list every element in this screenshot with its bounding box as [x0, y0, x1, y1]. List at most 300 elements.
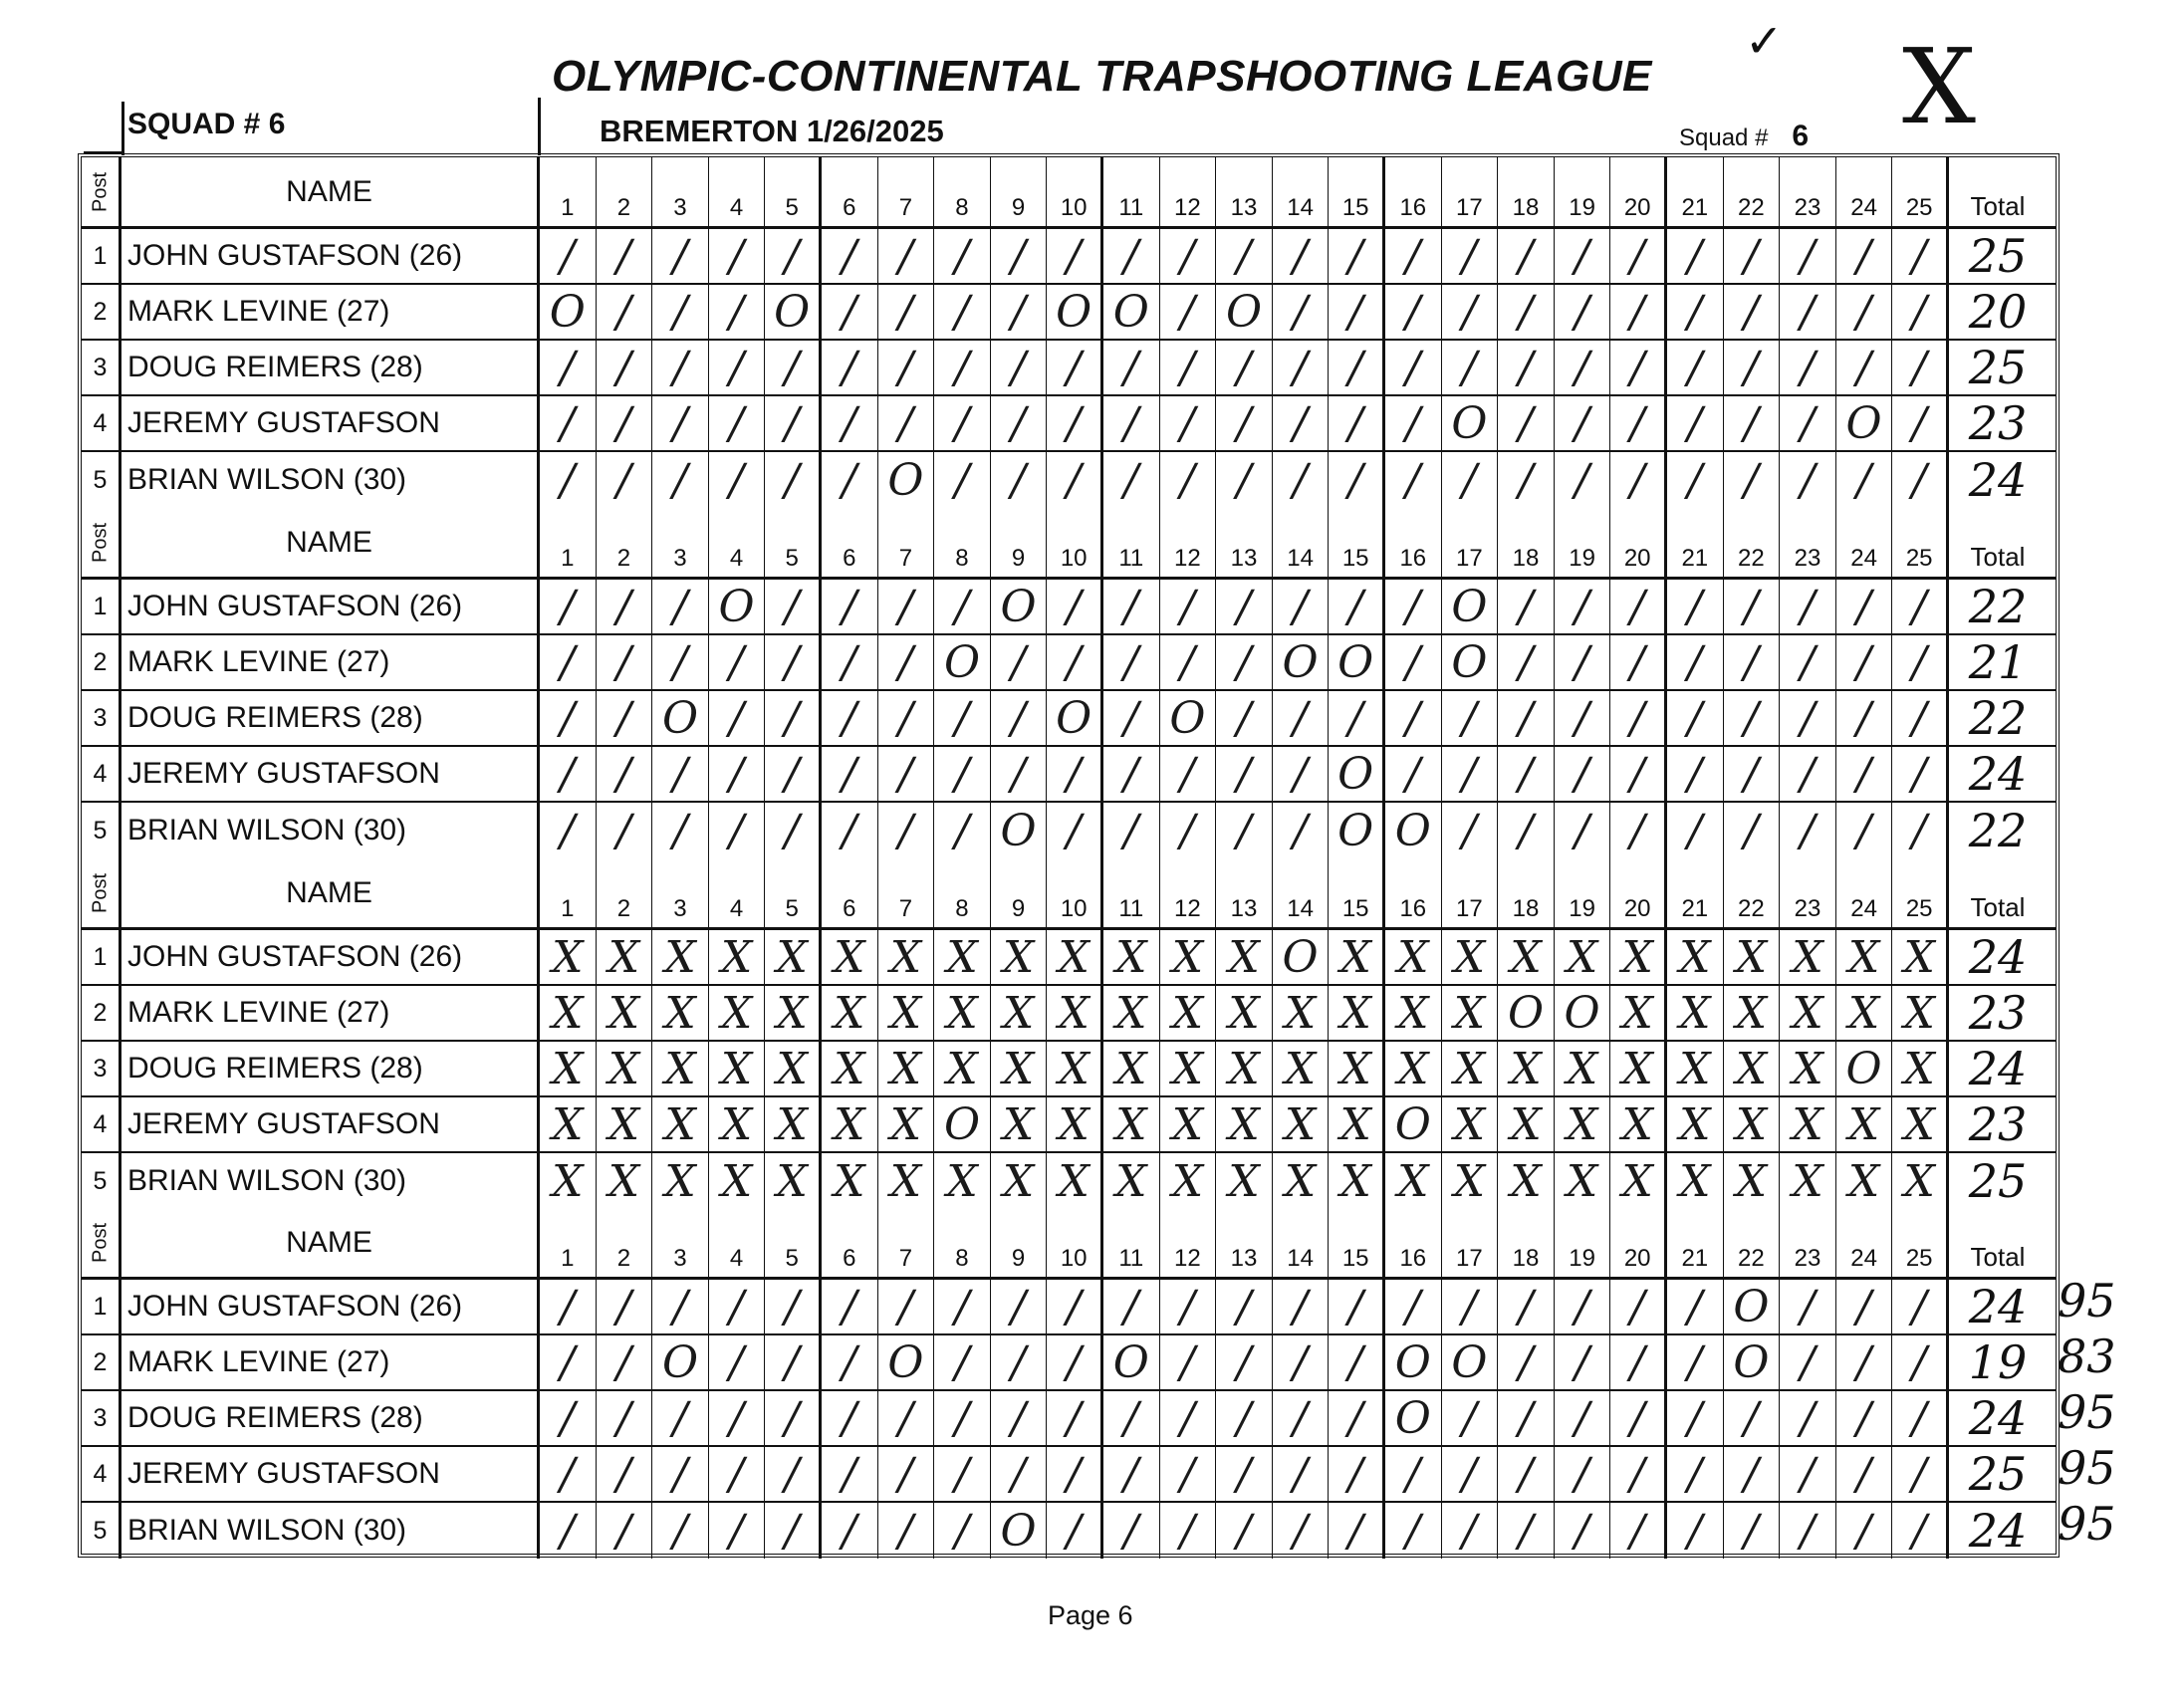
shot-mark: / [1273, 580, 1330, 633]
shot-mark: X [1216, 1153, 1273, 1209]
shot-mark: O [1385, 1391, 1442, 1445]
shot-number-header: 11 [1103, 858, 1160, 927]
shot-number-header: 11 [1103, 157, 1160, 226]
shot-mark: / [597, 1447, 653, 1501]
shot-mark: / [1273, 1280, 1330, 1333]
shot-mark: O [934, 1097, 991, 1151]
shot-mark: X [822, 1097, 878, 1151]
post-header-label: Post [89, 1222, 111, 1263]
shooter-name: BRIAN WILSON (30) [121, 1153, 540, 1209]
shot-mark: / [1385, 1280, 1442, 1333]
shot-number-header: 17 [1442, 508, 1499, 577]
shot-mark: / [1329, 341, 1385, 394]
shot-number-header: 8 [934, 1208, 991, 1277]
shot-mark: / [822, 285, 878, 339]
round-total: 23 [1968, 1097, 2028, 1151]
post-number: 4 [82, 1447, 121, 1501]
shot-number-header: 3 [652, 858, 709, 927]
shot-mark: / [652, 747, 709, 801]
shot-mark: / [1610, 1503, 1667, 1559]
shot-mark: / [597, 1391, 653, 1445]
post-number: 5 [82, 1153, 121, 1209]
shot-number-header: 9 [991, 1208, 1048, 1277]
shot-mark: X [1498, 1153, 1555, 1209]
shot-number-header: 25 [1892, 858, 1949, 927]
shot-mark: X [597, 930, 653, 984]
shot-mark: O [1442, 1335, 1499, 1389]
shot-mark: / [1385, 341, 1442, 394]
shot-number-header: 25 [1892, 1208, 1949, 1277]
shot-mark: / [1385, 229, 1442, 283]
shot-mark: / [1780, 285, 1836, 339]
shot-mark: / [652, 1391, 709, 1445]
post-column-header [82, 508, 121, 577]
shooter-name: BRIAN WILSON (30) [121, 1503, 540, 1559]
shot-mark: X [1047, 986, 1103, 1040]
shot-number-header: 1 [540, 157, 597, 226]
shot-mark: / [991, 691, 1048, 745]
shot-mark: / [1667, 580, 1724, 633]
shot-number-header: 9 [991, 858, 1048, 927]
shot-mark: / [934, 691, 991, 745]
shot-mark: / [878, 1280, 935, 1333]
shot-mark: / [1216, 747, 1273, 801]
shot-mark: O [652, 691, 709, 745]
shot-mark: / [1385, 396, 1442, 450]
shooter-row [82, 635, 2056, 691]
league-title: OLYMPIC-CONTINENTAL TRAPSHOOTING LEAGUE [552, 52, 1652, 101]
shot-mark: / [878, 691, 935, 745]
shot-mark: / [1724, 1391, 1781, 1445]
shot-mark: / [991, 229, 1048, 283]
post-column-header [82, 157, 121, 226]
shot-mark: X [765, 986, 822, 1040]
shot-mark: / [1329, 1447, 1385, 1501]
shot-mark: X [1216, 986, 1273, 1040]
shot-mark: / [822, 452, 878, 508]
shot-number-header: 17 [1442, 858, 1499, 927]
post-number: 2 [82, 986, 121, 1040]
shot-mark: / [540, 1335, 597, 1389]
shot-number-header: 7 [878, 858, 935, 927]
shooter-row [82, 396, 2056, 452]
shot-mark: / [709, 229, 766, 283]
shot-number-header: 21 [1667, 508, 1724, 577]
shot-mark: / [1836, 1335, 1893, 1389]
round-total: 24 [1968, 1280, 2028, 1333]
shot-mark: X [991, 1153, 1048, 1209]
shot-mark: / [652, 229, 709, 283]
shot-mark: / [1160, 341, 1217, 394]
shot-mark: / [652, 1280, 709, 1333]
shot-mark: / [1724, 1447, 1781, 1501]
shot-mark: / [709, 635, 766, 689]
shot-number-header: 12 [1160, 157, 1217, 226]
shot-mark: / [1498, 1335, 1555, 1389]
shot-mark: X [822, 1153, 878, 1209]
shot-mark: / [1216, 1391, 1273, 1445]
shot-mark: X [540, 1097, 597, 1151]
shot-mark: / [822, 1447, 878, 1501]
shot-number-header: 4 [709, 508, 766, 577]
round-total: 25 [1968, 1447, 2028, 1501]
shot-mark: / [1160, 580, 1217, 633]
shot-number-header: 16 [1385, 1208, 1442, 1277]
shot-number-header: 10 [1047, 1208, 1103, 1277]
shot-mark: / [1385, 747, 1442, 801]
round-total: 25 [1968, 229, 2028, 283]
shot-mark: / [1555, 1391, 1611, 1445]
name-column-header: NAME [121, 157, 540, 226]
shot-mark: / [991, 452, 1048, 508]
shot-mark: / [1780, 803, 1836, 858]
shot-mark: / [934, 396, 991, 450]
shot-mark: / [1273, 1503, 1330, 1559]
shot-mark: / [1047, 580, 1103, 633]
shot-mark: / [765, 452, 822, 508]
shot-number-header: 23 [1780, 157, 1836, 226]
shot-mark: X [597, 1097, 653, 1151]
shot-mark: X [1273, 1097, 1330, 1151]
shot-mark: X [1329, 1042, 1385, 1095]
post-number: 5 [82, 1503, 121, 1559]
shot-mark: / [1442, 1503, 1499, 1559]
shot-mark: / [1385, 285, 1442, 339]
shot-mark: / [1892, 452, 1949, 508]
shot-mark: / [1667, 285, 1724, 339]
shot-number-header: 14 [1273, 508, 1330, 577]
shot-mark: O [1047, 285, 1103, 339]
shooter-row [82, 1153, 2056, 1209]
shooter-name: JEREMY GUSTAFSON [121, 1447, 540, 1501]
shot-mark: / [1273, 691, 1330, 745]
shot-mark: X [1329, 1153, 1385, 1209]
post-number: 2 [82, 1335, 121, 1389]
shot-mark: / [1103, 803, 1160, 858]
round-total: 24 [1968, 1504, 2028, 1558]
shot-mark: / [822, 803, 878, 858]
shot-mark: X [1103, 930, 1160, 984]
shot-number-header: 15 [1329, 1208, 1385, 1277]
shot-mark: / [934, 1447, 991, 1501]
shot-mark: / [1442, 452, 1499, 508]
shooter-row [82, 1097, 2056, 1153]
round-total: 24 [1968, 453, 2028, 507]
shot-mark: X [1667, 1097, 1724, 1151]
shot-mark: / [1216, 1503, 1273, 1559]
shooter-name: JOHN GUSTAFSON (26) [121, 1280, 540, 1333]
name-column-header: NAME [121, 1208, 540, 1277]
shot-mark: / [1836, 580, 1893, 633]
shot-number-header: 19 [1555, 1208, 1611, 1277]
shot-mark: X [1385, 986, 1442, 1040]
shot-mark: O [765, 285, 822, 339]
shot-mark: / [878, 285, 935, 339]
shot-mark: / [1216, 229, 1273, 283]
shot-number-header: 9 [991, 157, 1048, 226]
shot-mark: / [1498, 1503, 1555, 1559]
shot-mark: X [991, 1097, 1048, 1151]
shot-mark: / [1724, 341, 1781, 394]
shot-mark: / [1273, 452, 1330, 508]
shot-mark: / [652, 1503, 709, 1559]
shot-mark: / [1555, 803, 1611, 858]
shot-mark: / [1329, 396, 1385, 450]
shooter-row [82, 1042, 2056, 1097]
shot-mark: / [1273, 747, 1330, 801]
shooter-row [82, 930, 2056, 986]
shot-mark: / [934, 1335, 991, 1389]
shot-mark: X [1160, 986, 1217, 1040]
shot-mark: X [1216, 1097, 1273, 1151]
shot-mark: X [934, 986, 991, 1040]
shot-mark: / [540, 396, 597, 450]
shot-mark: / [1892, 229, 1949, 283]
shot-mark: / [1836, 747, 1893, 801]
shot-mark: / [1216, 1447, 1273, 1501]
shot-mark: X [1160, 1153, 1217, 1209]
shot-mark: / [1667, 635, 1724, 689]
shot-mark: / [1667, 1503, 1724, 1559]
shot-mark: / [597, 229, 653, 283]
shot-mark: / [1667, 803, 1724, 858]
x-mark-annotation: X [1902, 26, 1977, 147]
shot-number-header: 12 [1160, 858, 1217, 927]
shot-mark: O [709, 580, 766, 633]
shot-mark: X [652, 986, 709, 1040]
shot-mark: X [1892, 930, 1949, 984]
shot-mark: / [1610, 1447, 1667, 1501]
shot-mark: / [1103, 452, 1160, 508]
shot-number-header: 25 [1892, 508, 1949, 577]
shot-mark: / [822, 1280, 878, 1333]
shot-mark: / [652, 580, 709, 633]
shot-mark: / [1442, 1280, 1499, 1333]
round-total: 25 [1968, 341, 2028, 394]
name-column-header: NAME [121, 508, 540, 577]
shot-mark: X [1836, 986, 1893, 1040]
shot-number-header: 11 [1103, 508, 1160, 577]
shot-mark: / [991, 1280, 1048, 1333]
shot-mark: / [1498, 285, 1555, 339]
shooter-row [82, 285, 2056, 341]
post-number: 3 [82, 341, 121, 394]
shot-mark: / [1555, 635, 1611, 689]
shot-mark: / [1780, 1503, 1836, 1559]
shot-mark: / [934, 580, 991, 633]
shot-mark: X [652, 1042, 709, 1095]
shot-mark: X [1892, 1042, 1949, 1095]
shot-mark: / [1216, 580, 1273, 633]
shot-mark: X [878, 1042, 935, 1095]
name-column-header: NAME [121, 858, 540, 927]
shot-mark: / [1047, 1335, 1103, 1389]
shot-mark: X [1385, 1153, 1442, 1209]
round-total: 22 [1968, 804, 2028, 857]
shot-number-header: 10 [1047, 508, 1103, 577]
shot-mark: X [765, 1153, 822, 1209]
round-block [82, 508, 2056, 858]
shot-mark: / [1442, 341, 1499, 394]
shot-number-header: 15 [1329, 508, 1385, 577]
shot-mark: / [765, 580, 822, 633]
shot-mark: X [1442, 986, 1499, 1040]
round-header-row [82, 1208, 2056, 1280]
shot-mark: / [540, 635, 597, 689]
shot-mark: / [822, 691, 878, 745]
shot-mark: / [1610, 285, 1667, 339]
round-total: 23 [1968, 986, 2028, 1040]
shot-number-header: 16 [1385, 508, 1442, 577]
shot-mark: / [765, 1335, 822, 1389]
shot-mark: / [1160, 1391, 1217, 1445]
shot-mark: / [1836, 635, 1893, 689]
shot-mark: X [597, 1153, 653, 1209]
shot-number-header: 5 [765, 157, 822, 226]
shot-mark: / [540, 803, 597, 858]
shot-mark: X [1610, 930, 1667, 984]
shot-mark: / [1724, 285, 1781, 339]
post-number: 3 [82, 1042, 121, 1095]
shot-number-header: 14 [1273, 858, 1330, 927]
shot-mark: / [1610, 691, 1667, 745]
shot-mark: / [709, 1280, 766, 1333]
shot-mark: / [765, 1391, 822, 1445]
shooter-name: MARK LEVINE (27) [121, 285, 540, 339]
shooter-row [82, 691, 2056, 747]
round-total: 22 [1968, 691, 2028, 745]
shot-mark: / [597, 1280, 653, 1333]
shot-mark: / [1667, 1280, 1724, 1333]
shot-mark: / [1442, 1391, 1499, 1445]
shot-mark: / [597, 452, 653, 508]
shooter-row [82, 747, 2056, 803]
shot-mark: O [1724, 1335, 1781, 1389]
shot-number-header: 23 [1780, 1208, 1836, 1277]
shot-mark: X [540, 1042, 597, 1095]
shot-mark: O [1047, 691, 1103, 745]
shot-mark: O [1836, 1042, 1893, 1095]
shot-mark: X [1892, 1097, 1949, 1151]
shot-number-header: 7 [878, 1208, 935, 1277]
shot-mark: X [1836, 1153, 1893, 1209]
shot-mark: / [1610, 1335, 1667, 1389]
post-number: 1 [82, 1280, 121, 1333]
shot-mark: X [822, 930, 878, 984]
total-column-header: Total [1970, 542, 2026, 572]
shot-mark: / [597, 747, 653, 801]
shot-number-header: 1 [540, 508, 597, 577]
shot-mark: O [1385, 803, 1442, 858]
shot-number-header: 11 [1103, 1208, 1160, 1277]
shooter-name: JOHN GUSTAFSON (26) [121, 930, 540, 984]
shot-mark: / [1216, 803, 1273, 858]
shot-mark: / [1103, 1391, 1160, 1445]
shot-number-header: 6 [822, 508, 878, 577]
shot-mark: X [1047, 1153, 1103, 1209]
shot-mark: / [1329, 452, 1385, 508]
shot-mark: / [822, 1503, 878, 1559]
shot-mark: X [1555, 930, 1611, 984]
shot-mark: / [1667, 691, 1724, 745]
shot-mark: / [1103, 1280, 1160, 1333]
shot-mark: / [652, 635, 709, 689]
shot-mark: X [1724, 930, 1781, 984]
shot-mark: / [1555, 580, 1611, 633]
shot-mark: X [1610, 1042, 1667, 1095]
shot-mark: X [652, 1153, 709, 1209]
shot-mark: O [1442, 580, 1499, 633]
shot-mark: / [1836, 1280, 1893, 1333]
shot-mark: / [1385, 1503, 1442, 1559]
shot-mark: / [652, 396, 709, 450]
shot-mark: / [1329, 1391, 1385, 1445]
shot-mark: / [822, 341, 878, 394]
shot-mark: / [540, 452, 597, 508]
shot-mark: / [878, 341, 935, 394]
post-number: 4 [82, 396, 121, 450]
shot-mark: X [709, 1153, 766, 1209]
shot-mark: X [1160, 930, 1217, 984]
round-total: 24 [1968, 930, 2028, 984]
shot-mark: / [1385, 1447, 1442, 1501]
round-total: 24 [1968, 1042, 2028, 1095]
shot-number-header: 6 [822, 858, 878, 927]
shot-number-header: 20 [1610, 157, 1667, 226]
shot-mark: X [652, 930, 709, 984]
shot-mark: / [709, 341, 766, 394]
shooter-name: DOUG REIMERS (28) [121, 341, 540, 394]
post-number: 5 [82, 452, 121, 508]
shot-number-header: 24 [1836, 157, 1893, 226]
shot-mark: / [934, 747, 991, 801]
shot-mark: / [1047, 1280, 1103, 1333]
shot-mark: / [765, 1280, 822, 1333]
shot-mark: / [1667, 396, 1724, 450]
shooter-row [82, 341, 2056, 396]
round-total: 25 [1968, 1154, 2028, 1208]
shooter-row [82, 1280, 2056, 1335]
shot-mark: / [540, 229, 597, 283]
shooter-name: MARK LEVINE (27) [121, 635, 540, 689]
shot-mark: / [991, 1335, 1048, 1389]
shot-mark: / [597, 580, 653, 633]
shot-mark: / [822, 747, 878, 801]
shooter-row [82, 452, 2056, 508]
post-column-header [82, 858, 121, 927]
shot-mark: / [765, 229, 822, 283]
shot-mark: / [1385, 580, 1442, 633]
shot-number-header: 7 [878, 508, 935, 577]
shot-mark: / [878, 1503, 935, 1559]
shot-mark: / [1892, 1447, 1949, 1501]
shooter-row [82, 1335, 2056, 1391]
shot-number-header: 16 [1385, 157, 1442, 226]
shot-mark: / [991, 285, 1048, 339]
squad-number-value: 6 [1792, 120, 1810, 152]
shot-mark: X [1610, 1153, 1667, 1209]
event-location-date: BREMERTON 1/26/2025 [600, 114, 944, 148]
shot-mark: O [1329, 635, 1385, 689]
shot-mark: / [597, 803, 653, 858]
shot-mark: X [1555, 1097, 1611, 1151]
shooter-name: MARK LEVINE (27) [121, 1335, 540, 1389]
shot-number-header: 13 [1216, 858, 1273, 927]
shot-mark: / [934, 1391, 991, 1445]
shot-mark: / [1273, 1447, 1330, 1501]
shot-number-header: 19 [1555, 157, 1611, 226]
shot-number-header: 5 [765, 508, 822, 577]
